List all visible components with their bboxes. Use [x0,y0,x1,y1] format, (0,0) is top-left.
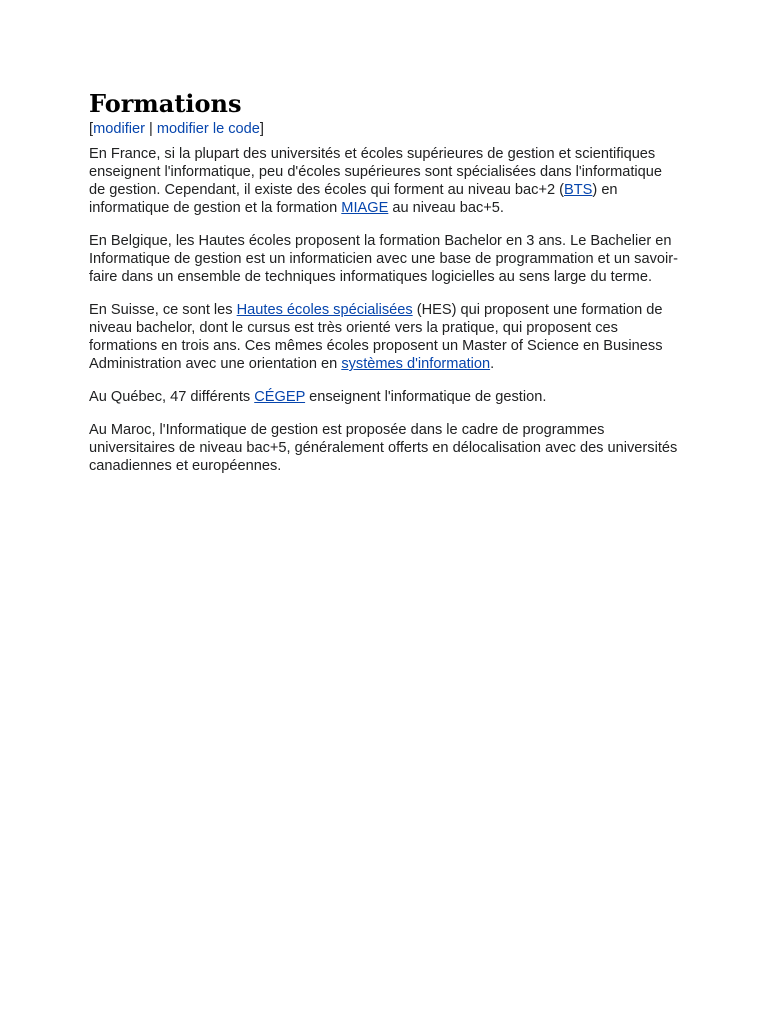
miage-link[interactable]: MIAGE [341,200,389,216]
section-heading: Formations [89,89,242,118]
hes-link[interactable]: Hautes écoles spécialisées [236,302,413,318]
suisse-text-2: (HES) qui proposent une formation de niveau bachelor, dont le cursus est très orienté vers la pratique, qui proposent ces formations en trois ans. Ces mêmes écoles proposent un Master of Science en Business Administration avec une orientation en [89,302,663,372]
france-text-2: ) en informatique de gestion et la formation [89,182,618,216]
edit-separator: | [144,121,157,137]
modify-link[interactable]: modifier [93,121,145,137]
paragraph-quebec [89,388,679,406]
edit-bracket-close: ] [259,121,264,137]
article-section [89,88,679,490]
france-text-1: En France, si la plupart des universités et écoles supérieures de gestion et scientifiques enseignent l'informatique, peu d'écoles supérieures sont spécialisées dans l'informatique de gestion. Cependant, il existe des écoles qui forment au niveau bac+2 ( [89,146,662,198]
edit-section-links [89,120,679,138]
france-text-3: au niveau bac+5. [388,200,504,216]
edit-bracket-open: [ [89,121,94,137]
systemes-information-link[interactable]: systèmes d'information [341,356,491,372]
suisse-text-1: En Suisse, ce sont les [89,302,237,318]
paragraph-france [89,145,679,217]
paragraph-suisse [89,301,679,373]
suisse-text-3: . [490,356,495,372]
quebec-text-2: enseignent l'informatique de gestion. [305,389,547,405]
bts-link[interactable]: BTS [564,182,593,198]
paragraph-belgique: En Belgique, les Hautes écoles proposent la formation Bachelor en 3 ans. Le Bachelier en Informatique de gestion est un informaticien avec une base de programmation et un savoir-faire dans un ensemble de techniques informatiques logicielles au sens large du terme. [89,233,678,285]
cegep-link[interactable]: CÉGEP [254,389,306,405]
quebec-text-1: Au Québec, 47 différents [89,389,255,405]
paragraph-maroc: Au Maroc, l'Informatique de gestion est proposée dans le cadre de programmes universitaires de niveau bac+5, généralement offerts en délocalisation avec des universités canadiennes et européennes. [89,422,678,474]
modify-code-link[interactable]: modifier le code [156,121,260,137]
